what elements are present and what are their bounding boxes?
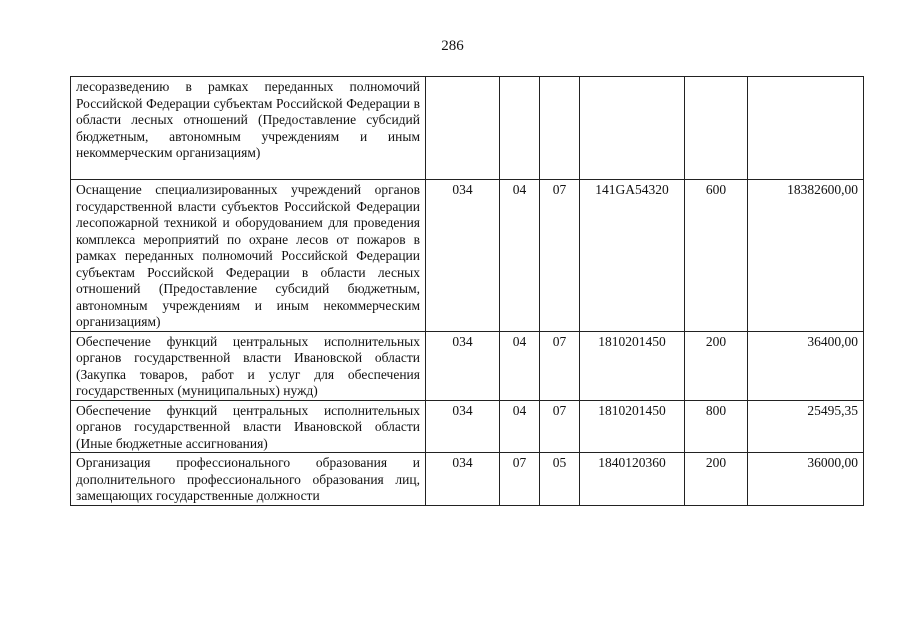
- subsection-code: [540, 77, 580, 180]
- expense-type-code: 600: [685, 180, 748, 332]
- amount: 25495,35: [748, 400, 864, 453]
- expense-description: лесоразведению в рамках переданных полномочий Российской Федерации субъектам Российской Федерации в области лесных отношений (Предоставление субсидий бюджетным, автономным учреждениям и иным некоммерческим организациям): [71, 77, 426, 180]
- table-row: [71, 453, 864, 506]
- section-code: [500, 77, 540, 180]
- expense-type-code: 200: [685, 331, 748, 400]
- expense-type-code: 200: [685, 453, 748, 506]
- expense-type-code: [685, 77, 748, 180]
- amount: 18382600,00: [748, 180, 864, 332]
- amount: 36400,00: [748, 331, 864, 400]
- grbs-code: 034: [426, 180, 500, 332]
- page-number: 286: [441, 38, 464, 54]
- target-article-code: 1810201450: [580, 331, 685, 400]
- grbs-code: 034: [426, 400, 500, 453]
- expense-type-code: 800: [685, 400, 748, 453]
- table-row: [71, 400, 864, 453]
- target-article-code: 1810201450: [580, 400, 685, 453]
- table-row: [71, 180, 864, 332]
- expense-description: Организация профессионального образования и дополнительного профессионального образования лиц, замещающих государственные должности: [71, 453, 426, 506]
- subsection-code: 07: [540, 180, 580, 332]
- target-article-code: 141GA54320: [580, 180, 685, 332]
- target-article-code: 1840120360: [580, 453, 685, 506]
- expense-description: Оснащение специализированных учреждений органов государственной власти субъектов Российской Федерации лесопожарной техникой и оборудованием для проведения комплекса мероприятий по охране лесов от пожаров в рамках переданных полномочий Российской Федерации субъектам Российской Федерации в области лесных отношений (Предоставление субсидий бюджетным, автономным учреждениям и иным некоммерческим организациям): [71, 180, 426, 332]
- amount: [748, 77, 864, 180]
- section-code: 04: [500, 400, 540, 453]
- amount: 36000,00: [748, 453, 864, 506]
- target-article-code: [580, 77, 685, 180]
- subsection-code: 05: [540, 453, 580, 506]
- table-row: [71, 77, 864, 180]
- section-code: 07: [500, 453, 540, 506]
- table-row: [71, 331, 864, 400]
- grbs-code: 034: [426, 453, 500, 506]
- grbs-code: [426, 77, 500, 180]
- grbs-code: 034: [426, 331, 500, 400]
- section-code: 04: [500, 331, 540, 400]
- subsection-code: 07: [540, 331, 580, 400]
- expense-description: Обеспечение функций центральных исполнительных органов государственной власти Ивановской области (Иные бюджетные ассигнования): [71, 400, 426, 453]
- section-code: 04: [500, 180, 540, 332]
- expense-description: Обеспечение функций центральных исполнительных органов государственной власти Ивановской области (Закупка товаров, работ и услуг для обеспечения государственных (муниципальных) нужд): [71, 331, 426, 400]
- subsection-code: 07: [540, 400, 580, 453]
- budget-table: [70, 76, 864, 506]
